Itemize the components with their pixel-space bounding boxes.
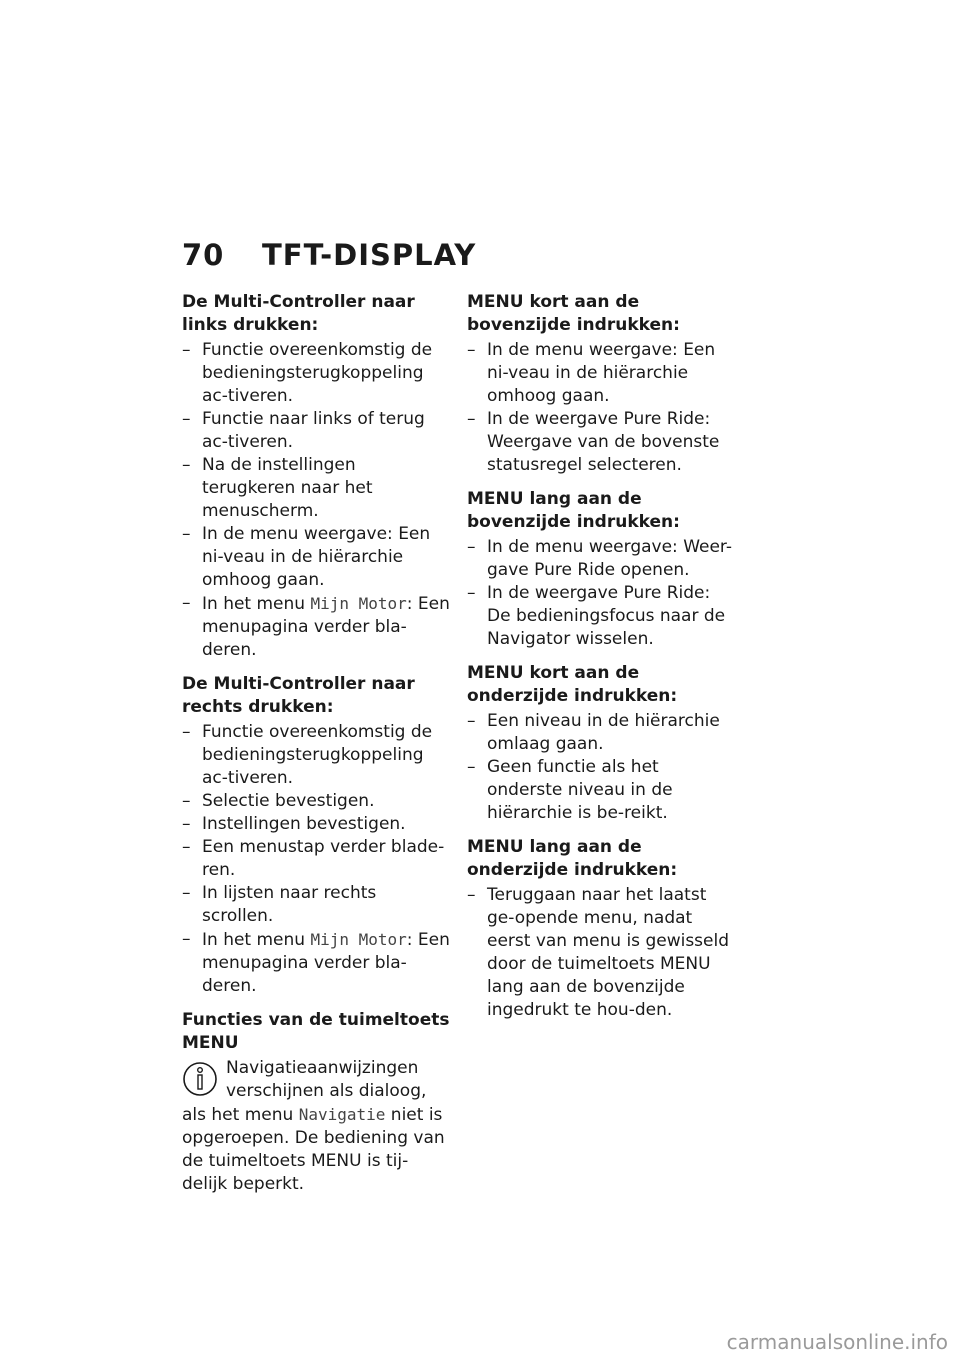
list-item: – Selectie bevestigen. [182, 790, 450, 813]
section-menu-long-top [467, 488, 735, 651]
page-number: 70 [182, 238, 225, 272]
item-list [467, 339, 735, 477]
watermark: carmanualsonline.info [726, 1330, 948, 1354]
left-column [182, 291, 450, 1207]
section-right-press [182, 673, 450, 998]
item-suffix: : Een menupagina verder bla-deren. [202, 594, 450, 660]
list-item [182, 592, 450, 662]
list-item: – In de weergave Pure Ride: De bedieningsfocus naar de Navigator wisselen. [467, 582, 735, 651]
list-item: – Geen functie als het onderste niveau in de hiërarchie is be-reikt. [467, 756, 735, 825]
list-item: – Een niveau in de hiërarchie omlaag gaan. [467, 710, 735, 756]
section-heading: MENU lang aan de onderzijde indrukken: [467, 837, 678, 880]
item-list [467, 710, 735, 825]
section-heading: MENU lang aan de bovenzijde indrukken: [467, 489, 680, 532]
list-item: – Een menustap verder blade-ren. [182, 836, 450, 882]
section-heading: De Multi-Controller naar links drukken: [182, 292, 415, 335]
menu-code: Mijn Motor [310, 594, 407, 613]
right-column [467, 291, 735, 1033]
list-item: – In de menu weergave: Weer-gave Pure Ride openen. [467, 536, 735, 582]
list-item: – Na de instellingen terugkeren naar het menuscherm. [182, 454, 450, 523]
info-icon [182, 1059, 218, 1099]
menu-code: Navigatie [298, 1105, 386, 1124]
section-menu-functions [182, 1009, 450, 1196]
item-list [182, 339, 450, 662]
section-heading: MENU kort aan de onderzijde indrukken: [467, 663, 678, 706]
info-note [182, 1057, 450, 1196]
section-heading: MENU kort aan de bovenzijde indrukken: [467, 292, 680, 335]
item-prefix: In het menu [202, 930, 311, 950]
item-list [467, 884, 735, 1022]
page-header [182, 238, 476, 272]
list-item: – In lijsten naar rechts scrollen. [182, 882, 450, 928]
info-text: Navigatieaanwijzingen verschijnen als dialoog, als het menu [182, 1058, 427, 1125]
section-menu-long-bottom [467, 836, 735, 1022]
item-list [182, 721, 450, 998]
page-title: TFT-DISPLAY [262, 238, 477, 272]
section-menu-short-bottom [467, 662, 735, 825]
list-item: – Functie naar links of terug ac-tiveren. [182, 408, 450, 454]
list-item: – Functie overeenkomstig de bedieningsterugkoppeling ac-tiveren. [182, 339, 450, 408]
section-heading: De Multi-Controller naar rechts drukken: [182, 674, 415, 717]
list-item: – Functie overeenkomstig de bedieningsterugkoppeling ac-tiveren. [182, 721, 450, 790]
list-item [182, 928, 450, 998]
item-prefix: In het menu [202, 594, 311, 614]
item-list [467, 536, 735, 651]
item-suffix: : Een menupagina verder bla-deren. [202, 930, 450, 996]
menu-code: Mijn Motor [310, 930, 407, 949]
section-heading: Functies van de tuimeltoets MENU [182, 1010, 450, 1053]
list-item: – In de menu weergave: Een ni-veau in de hiërarchie omhoog gaan. [467, 339, 735, 408]
info-text: niet is opgeroepen. De bediening van de tuimeltoets MENU is tij-delijk beperkt. [182, 1105, 445, 1194]
list-item: – Teruggaan naar het laatst ge-opende menu, nadat eerst van menu is gewisseld door de tuimeltoets MENU lang aan de bovenzijde ingedrukt te hou-den. [467, 884, 735, 1022]
section-menu-short-top [467, 291, 735, 477]
list-item: – In de weergave Pure Ride: Weergave van de bovenste statusregel selecteren. [467, 408, 735, 477]
section-left-press [182, 291, 450, 662]
list-item: – Instellingen bevestigen. [182, 813, 450, 836]
list-item: – In de menu weergave: Een ni-veau in de hiërarchie omhoog gaan. [182, 523, 450, 592]
